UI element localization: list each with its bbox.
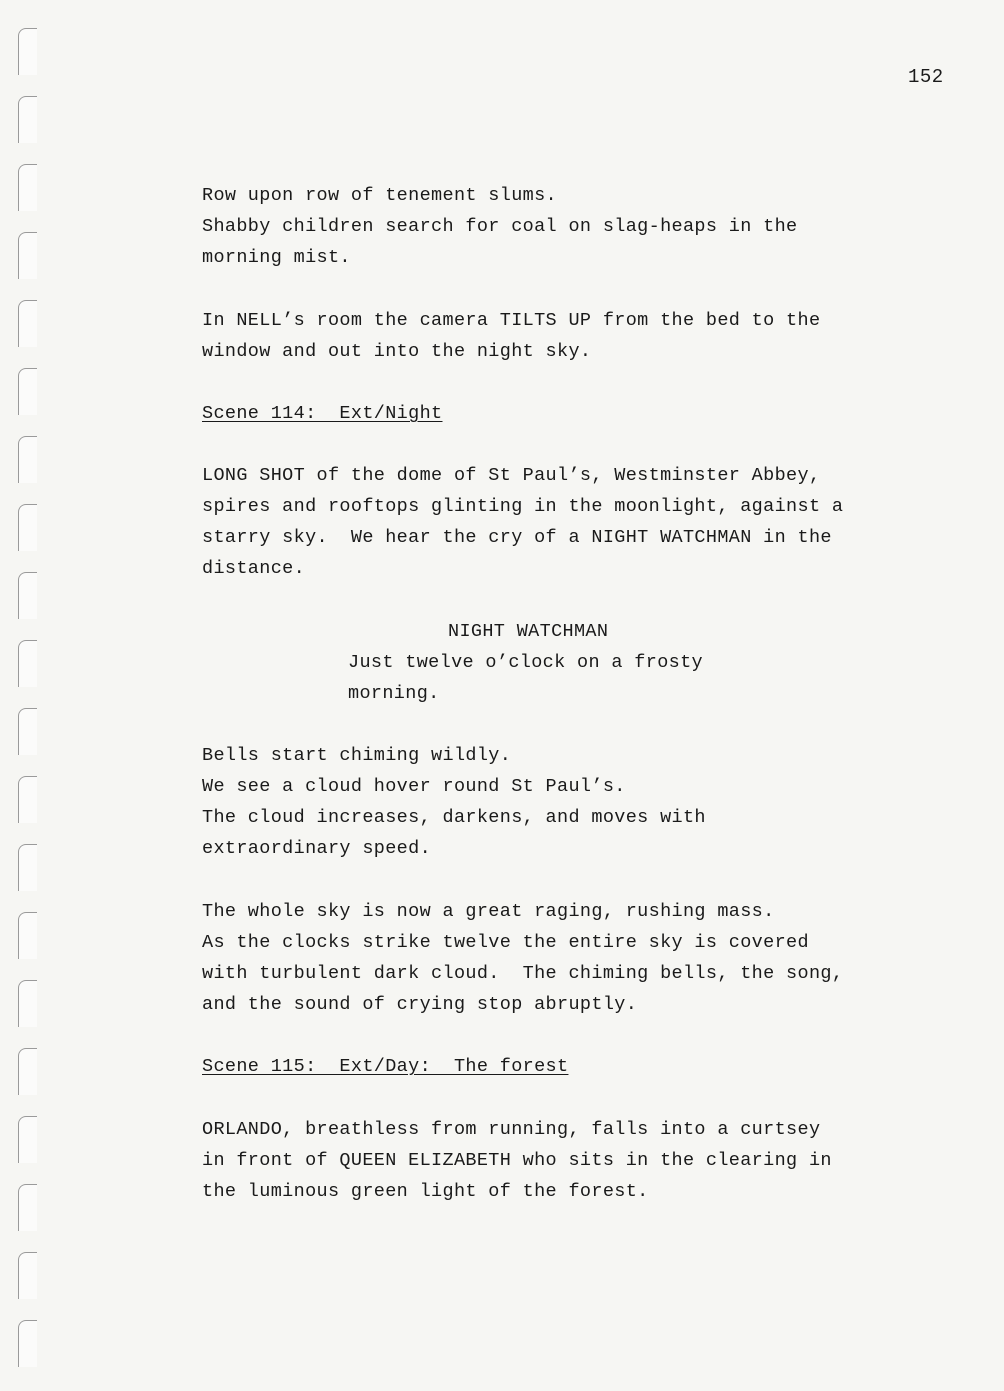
punch-hole <box>18 1048 37 1095</box>
action-line: morning mist. <box>202 247 351 268</box>
scene-heading: Scene 114: Ext/Night <box>202 403 443 424</box>
action-line: and the sound of crying stop abruptly. <box>202 994 638 1015</box>
action-line: Bells start chiming wildly. <box>202 745 512 766</box>
action-line: In NELL’s room the camera TILTS UP from the bed to the <box>202 310 821 331</box>
action-line: The whole sky is now a great raging, rushing mass. <box>202 901 775 922</box>
punch-hole <box>18 504 37 551</box>
action-line: Row upon row of tenement slums. <box>202 185 558 206</box>
action-line: extraordinary speed. <box>202 838 432 859</box>
action-line: As the clocks strike twelve the entire sky is covered <box>202 932 809 953</box>
punch-hole <box>18 912 37 959</box>
punch-hole <box>18 844 37 891</box>
punch-hole <box>18 776 37 823</box>
punch-hole <box>18 232 37 279</box>
action-line: window and out into the night sky. <box>202 341 592 362</box>
punch-hole <box>18 368 37 415</box>
action-line: in front of QUEEN ELIZABETH who sits in the clearing in <box>202 1150 832 1171</box>
punch-hole <box>18 708 37 755</box>
punch-hole <box>18 164 37 211</box>
action-line: LONG SHOT of the dome of St Paul’s, Westminster Abbey, <box>202 465 821 486</box>
action-line: ORLANDO, breathless from running, falls into a curtsey <box>202 1119 821 1140</box>
punch-hole <box>18 572 37 619</box>
scene-heading: Scene 115: Ext/Day: The forest <box>202 1056 569 1077</box>
punch-hole <box>18 96 37 143</box>
character-name: NIGHT WATCHMAN <box>448 621 609 642</box>
punch-hole <box>18 436 37 483</box>
punch-hole <box>18 1116 37 1163</box>
punch-hole <box>18 28 37 75</box>
dialogue-line: morning. <box>348 683 440 704</box>
action-line: with turbulent dark cloud. The chiming bells, the song, <box>202 963 844 984</box>
punch-hole <box>18 300 37 347</box>
action-line: the luminous green light of the forest. <box>202 1181 649 1202</box>
dialogue-line: Just twelve o’clock on a frosty <box>348 652 704 673</box>
punch-hole <box>18 980 37 1027</box>
action-line: starry sky. We hear the cry of a NIGHT WATCHMAN in the <box>202 527 832 548</box>
punch-hole <box>18 1252 37 1299</box>
page-number: 152 <box>908 66 944 88</box>
action-line: We see a cloud hover round St Paul’s. <box>202 776 626 797</box>
action-line: Shabby children search for coal on slag-heaps in the <box>202 216 798 237</box>
action-line: distance. <box>202 558 306 579</box>
punch-hole <box>18 1320 37 1367</box>
binding-holes <box>0 0 60 1391</box>
action-line: The cloud increases, darkens, and moves with <box>202 807 706 828</box>
punch-hole <box>18 640 37 687</box>
action-line: spires and rooftops glinting in the moonlight, against a <box>202 496 844 517</box>
punch-hole <box>18 1184 37 1231</box>
